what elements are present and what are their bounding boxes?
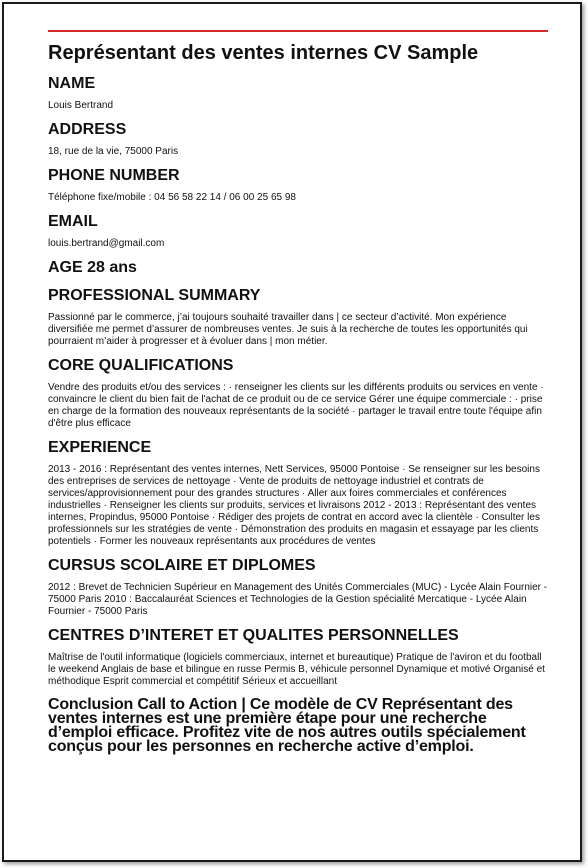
conclusion-call-to-action: Conclusion Call to Action | Ce modèle de CV Représentant des ventes internes est une première étape pour une recherche d’emploi efficace. Profitez vite de nos autres outils spécialement conçus pour les personnes en recherche active d’emploi.: [48, 696, 526, 755]
cv-page: [2, 2, 582, 862]
age-heading: AGE 28 ans: [48, 259, 137, 276]
qualifications-heading: CORE QUALIFICATIONS: [48, 357, 234, 374]
address-value: 18, rue de la vie, 75000 Paris: [48, 146, 179, 157]
phone-heading: PHONE NUMBER: [48, 167, 180, 184]
name-value: Louis Bertrand: [48, 100, 114, 111]
experience-text: 2013 - 2016 : Représentant des ventes internes, Nett Services, 95000 Pontoise · Se renseigner sur les besoins des entreprises de services de nettoyage · Vente de produits de nettoyage industriel et contrats de services/approvisionnement pour des grandes structures · Aller aux foires commerciales et conférences industrielles · Renseigner les clients sur produits, services et livraisons 2012 - 2013 : Représentant des ventes internes, Propindus, 95000 Pontoise · Rédiger des projets de contrat en accord avec la clientèle · Consulter les professionnels sur les stratégies de vente · Démonstration des produits en magasin et essayage par les clients potentiels · Former les nouveaux représentants aux procédures de ventes: [48, 464, 540, 547]
phone-value: Téléphone fixe/mobile : 04 56 58 22 14 / 06 00 25 65 98: [48, 192, 296, 203]
education-text: 2012 : Brevet de Technicien Supérieur en Management des Unités Commerciales (MUC) - Lycée Alain Fournier - 75000 Paris 2010 : Baccalauréat Sciences et Technologies de la Gestion spécialité Mercatique - Lycée Alain Fournier - 75000 Paris: [48, 582, 548, 617]
interests-heading: CENTRES D’INTERET ET QUALITES PERSONNELLES: [48, 627, 459, 644]
education-heading: CURSUS SCOLAIRE ET DIPLOMES: [48, 557, 316, 574]
email-heading: EMAIL: [48, 213, 98, 230]
summary-text: Passionné par le commerce, j’ai toujours souhaité travailler dans | ce secteur d’activité. Mon expérience diversifiée me permet d’assurer de nombreuses ventes. Je suis à la recherche de toutes les opportunités qui pourraient m’aider à progresser et à évoluer dans | mon métier.: [48, 312, 528, 347]
name-heading: NAME: [48, 75, 96, 92]
experience-heading: EXPERIENCE: [48, 439, 152, 456]
interests-text: Maîtrise de l'outil informatique (logiciels commerciaux, internet et bureautique) Pratique de l'aviron et du football le weekend Anglais de base et bilingue en russe Permis B, véhicule personnel Dynamique et motivé Organisé et méthodique Esprit commercial et compétitif Sérieux et accueillant: [48, 652, 545, 687]
page-title: Représentant des ventes internes CV Sample: [48, 42, 479, 64]
cv-content: [48, 40, 548, 754]
title-accent-line: [48, 30, 548, 32]
qualifications-text: Vendre des produits et/ou des services : · renseigner les clients sur les différents produits ou services en vente · convaincre le client du bien fait de l'achat de ce produit ou de ce service Gérer une équipe commerciale : · prise en charge de la formation des nouveaux représentants de la société · partager le travail entre toute l'équipe afin d'être plus efficace: [48, 382, 544, 429]
summary-heading: PROFESSIONAL SUMMARY: [48, 287, 261, 304]
email-value: louis.bertrand@gmail.com: [48, 238, 165, 249]
address-heading: ADDRESS: [48, 121, 127, 138]
